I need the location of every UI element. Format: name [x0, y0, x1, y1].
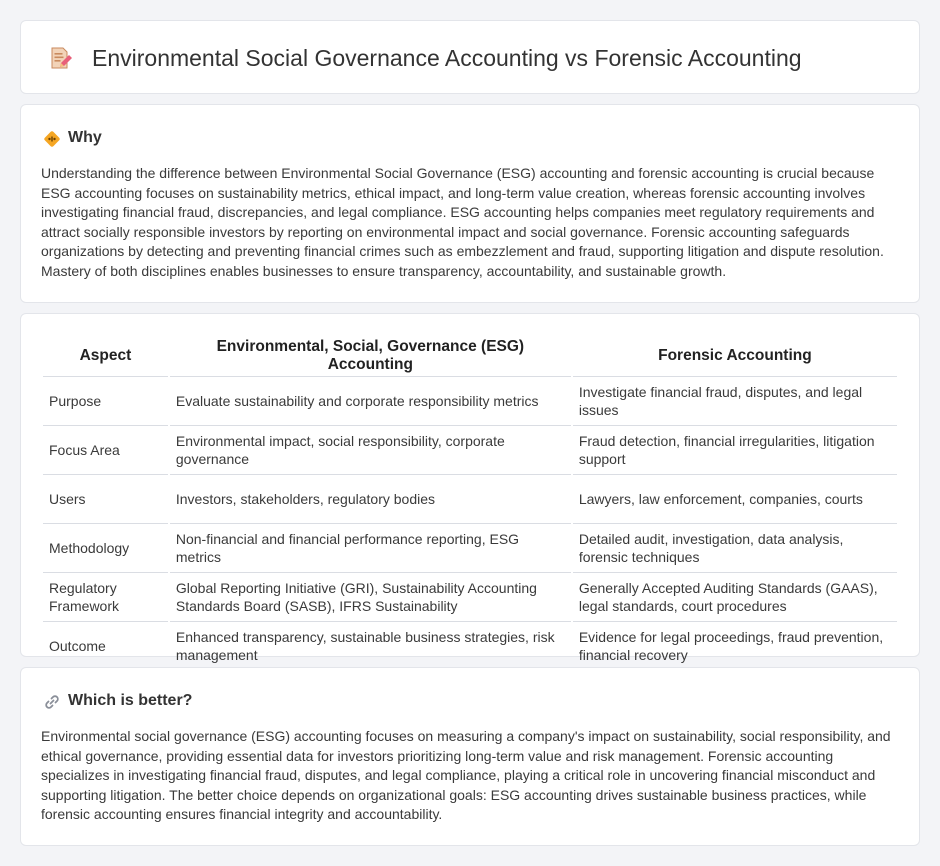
diamond-sign-icon [43, 130, 61, 148]
comparison-section [20, 313, 920, 663]
cell-esg: Investors, stakeholders, regulatory bodies [170, 475, 571, 524]
cell-forensic: Lawyers, law enforcement, companies, courts [573, 475, 897, 524]
better-text: Environmental social governance (ESG) accounting focuses on measuring a company's impact on sustainability, social responsibility, and ethical governance, providing essential data for investors prioritizing long-term value and risk management. Forensic accounting specializes in investigating financial fraud, disputes, and legal compliance, playing a critical role in uncovering financial misconduct and supporting litigation. The better choice depends on organizational goals: ESG accounting drives sustainable business practices, while forensic accounting ensures financial integrity and accountability. [41, 728, 891, 822]
cell-aspect: Users [43, 475, 168, 524]
comparison-table [41, 334, 899, 671]
table-row [43, 475, 897, 524]
cell-aspect: Purpose [43, 377, 168, 426]
table-row [43, 377, 897, 426]
why-section [20, 104, 920, 303]
page-title: Environmental Social Governance Accounting vs Forensic Accounting [92, 45, 802, 71]
cell-forensic: Fraud detection, financial irregularities, litigation support [573, 426, 897, 475]
cell-esg: Evaluate sustainability and corporate responsibility metrics [170, 377, 571, 426]
better-title: Which is better? [68, 692, 193, 709]
cell-esg: Global Reporting Initiative (GRI), Sustainability Accounting Standards Board (SASB), IFRS Sustainability [170, 573, 571, 622]
cell-aspect: Focus Area [43, 426, 168, 475]
table-header-row [43, 334, 897, 377]
header-esg: Environmental, Social, Governance (ESG) Accounting [170, 334, 571, 377]
header-forensic: Forensic Accounting [573, 334, 897, 377]
cell-forensic: Detailed audit, investigation, data analysis, forensic techniques [573, 524, 897, 573]
table-row [43, 524, 897, 573]
cell-aspect: Outcome [43, 622, 168, 671]
table-row [43, 426, 897, 475]
cell-aspect: Regulatory Framework [43, 573, 168, 622]
why-title: Why [68, 129, 102, 146]
cell-forensic: Evidence for legal proceedings, fraud prevention, financial recovery [573, 622, 897, 671]
cell-esg: Enhanced transparency, sustainable business strategies, risk management [170, 622, 571, 671]
document-edit-icon [48, 46, 72, 70]
cell-esg: Non-financial and financial performance reporting, ESG metrics [170, 524, 571, 573]
cell-forensic: Investigate financial fraud, disputes, and legal issues [573, 377, 897, 426]
title-card [20, 20, 920, 94]
cell-forensic: Generally Accepted Auditing Standards (GAAS), legal standards, court procedures [573, 573, 897, 622]
link-icon [43, 693, 61, 711]
which-is-better-section [20, 667, 920, 846]
table-row [43, 622, 897, 671]
cell-aspect: Methodology [43, 524, 168, 573]
header-aspect: Aspect [43, 334, 168, 377]
why-text: Understanding the difference between Environmental Social Governance (ESG) accounting and forensic accounting is crucial because ESG accounting focuses on sustainability metrics, ethical impact, and long-term value creation, whereas forensic accounting involves investigating financial fraud, discrepancies, and legal compliance. ESG accounting helps companies meet regulatory requirements and attract socially responsible investors by reporting on environmental impact and social governance. Forensic accounting safeguards organizations by detecting and preventing financial crimes such as embezzlement and fraud, supporting litigation and dispute resolution. Mastery of both disciplines enables businesses to ensure transparency, accountability, and sustainable growth. [41, 165, 884, 279]
table-row [43, 573, 897, 622]
cell-esg: Environmental impact, social responsibility, corporate governance [170, 426, 571, 475]
